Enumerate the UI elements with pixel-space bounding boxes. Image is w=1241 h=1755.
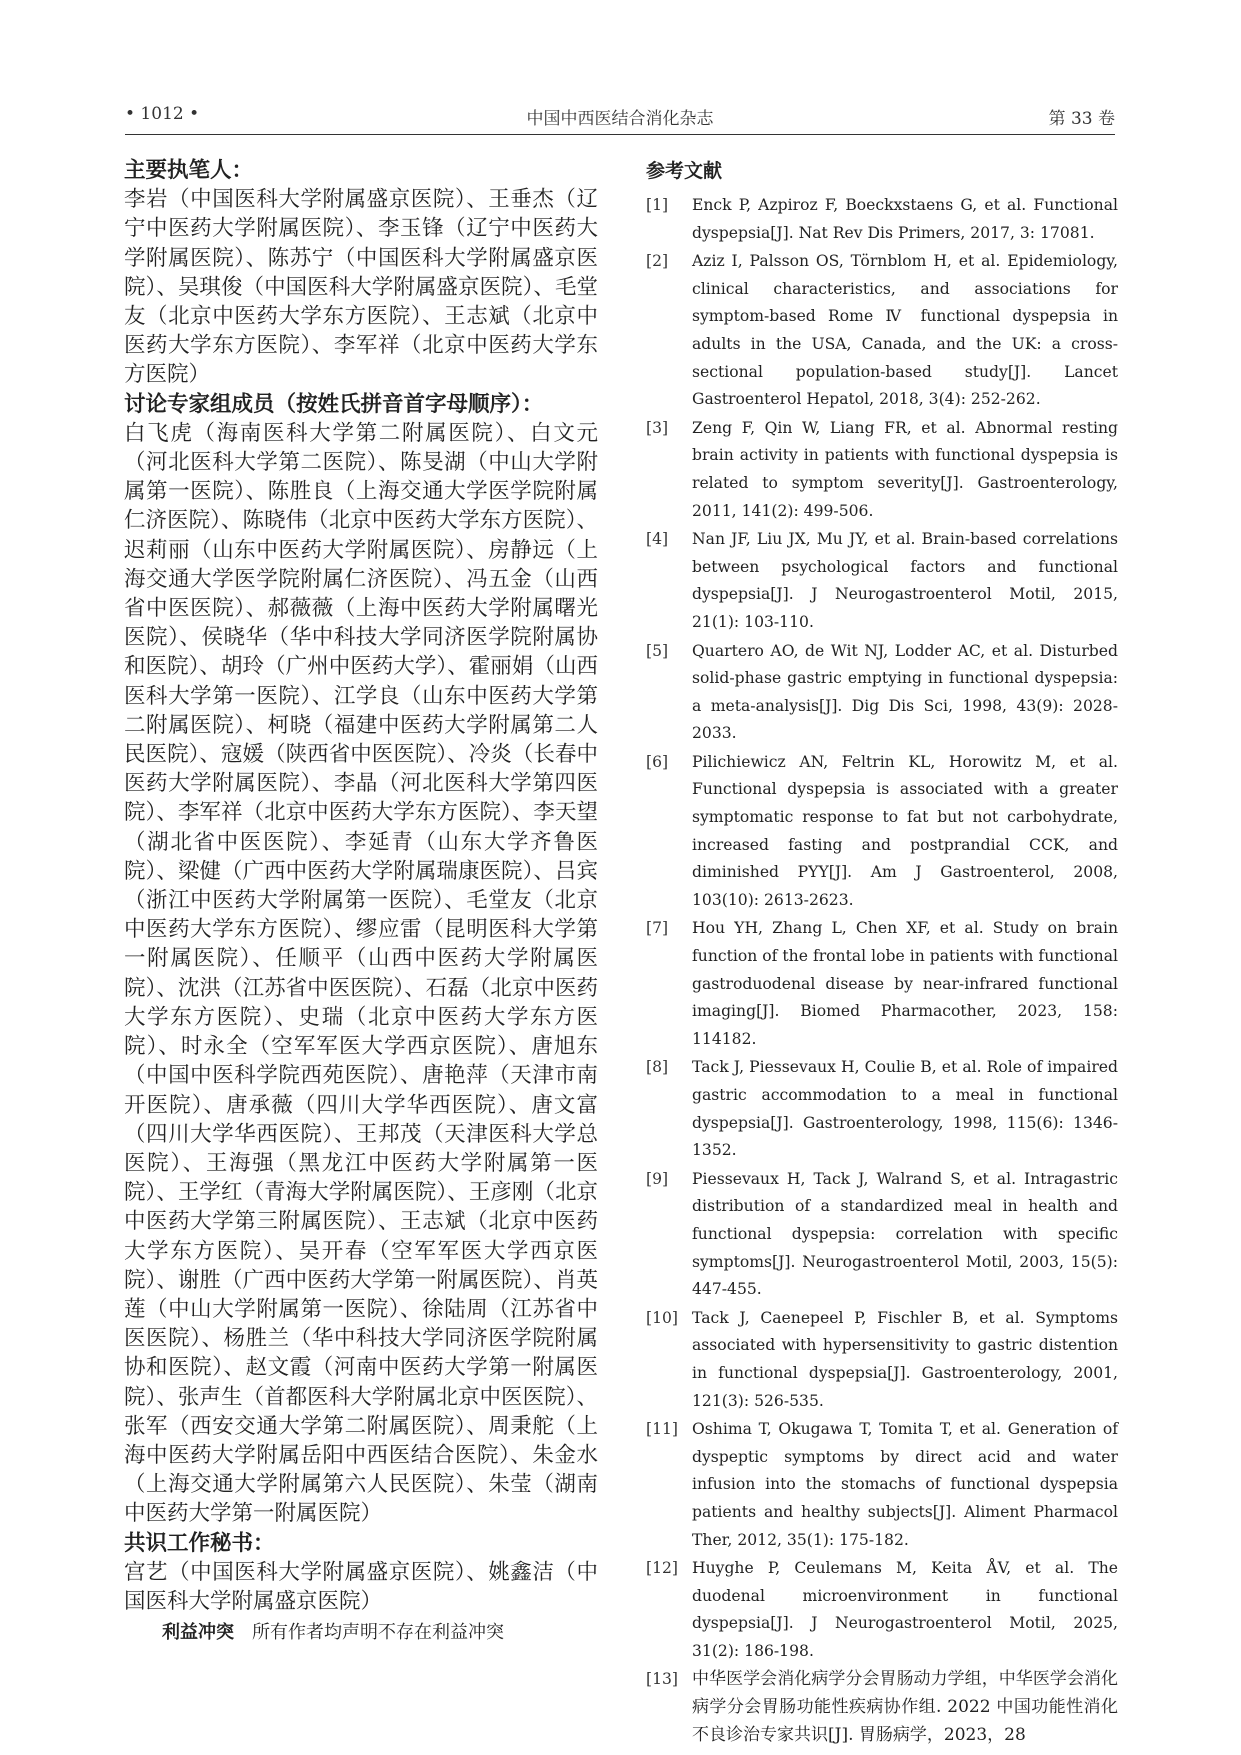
- reference-item: [646, 1305, 1118, 1415]
- authors-text: 李岩（中国医科大学附属盛京医院）、王垂杰（辽宁中医药大学附属医院）、李玉锋（辽宁中医药大学附属医院）、陈苏宁（中国医科大学附属盛京医院）、吴琪俊（中国医科大学附属盛京医院）、毛堂友（北京中医药大学东方医院）、王志斌（北京中医药大学东方医院）、李军祥（北京中医药大学东方医院）: [124, 187, 598, 388]
- reference-number: [8]: [646, 1058, 669, 1077]
- reference-number: [9]: [646, 1169, 669, 1188]
- reference-item: [646, 749, 1118, 915]
- reference-item: [646, 638, 1118, 748]
- conflict-of-interest: [124, 1618, 598, 1648]
- reference-item: [646, 1416, 1118, 1554]
- secretary-text: 宫艺（中国医科大学附属盛京医院）、姚鑫洁（中国医科大学附属盛京医院）: [124, 1559, 598, 1614]
- reference-number: [11]: [646, 1420, 679, 1439]
- reference-item: [646, 915, 1118, 1053]
- coi-label: 利益冲突: [162, 1622, 234, 1644]
- page-number: • 1012 •: [125, 104, 200, 124]
- reference-item: [646, 248, 1118, 414]
- reference-text: Aziz I, Palsson OS, Törnblom H, et al. Epidemiology, clinical characteristics, and associations for symptom-based Rome Ⅳ functional dyspepsia in adults in the USA, Canada, and the UK: a cross-sectional population-based study[J]. Lancet Gastroenterol Hepatol, 2018, 3(4): 252-262.: [692, 252, 1118, 409]
- reference-item: [646, 526, 1118, 636]
- left-column: [124, 156, 598, 1648]
- coi-text: 所有作者均声明不存在利益冲突: [252, 1622, 504, 1644]
- reference-text: Hou YH, Zhang L, Chen XF, et al. Study on brain function of the frontal lobe in patients with functional gastroduodenal disease by near-infrared functional imaging[J]. Biomed Pharmacother, 2023, 158: 114182.: [692, 919, 1118, 1048]
- reference-item: [646, 192, 1118, 247]
- references-heading: 参考文献: [646, 160, 723, 182]
- reference-text: Nan JF, Liu JX, Mu JY, et al. Brain-based correlations between psychological factors and functional dyspepsia[J]. J Neurogastroenterol Motil, 2015, 21(1): 103-110.: [692, 530, 1118, 631]
- reference-text: Pilichiewicz AN, Feltrin KL, Horowitz M, et al. Functional dyspepsia is associated with a greater symptomatic response to fat but not carbohydrate, increased fasting and postprandial CCK, and diminished PYY[J]. Am J Gastroenterol, 2008, 103(10): 2613-2623.: [692, 752, 1118, 909]
- reference-number: [7]: [646, 919, 669, 938]
- reference-text: Quartero AO, de Wit NJ, Lodder AC, et al. Disturbed solid-phase gastric emptying in functional dyspepsia: a meta-analysis[J]. Dig Dis Sci, 1998, 43(9): 2028-2033.: [692, 641, 1118, 743]
- reference-item: [646, 1166, 1118, 1304]
- references-column: [646, 156, 1118, 1750]
- reference-text: Zeng F, Qin W, Liang FR, et al. Abnormal resting brain activity in patients with functional dyspepsia is related to symptom severity[J]. Gastroenterology, 2011, 141(2): 499-506.: [692, 418, 1118, 520]
- reference-text: Tack J, Caenepeel P, Fischler B, et al. Symptoms associated with hypersensitivity to gastric distention in functional dyspepsia[J]. Gastroenterology, 2001, 121(3): 526-535.: [692, 1308, 1118, 1410]
- reference-number: [13]: [646, 1670, 679, 1689]
- reference-number: [4]: [646, 530, 669, 549]
- reference-text: Huyghe P, Ceulemans M, Keita ÅV, et al. The duodenal microenvironment in functional dyspepsia[J]. J Neurogastroenterol Motil, 2025, 31(2): 186-198.: [692, 1559, 1118, 1660]
- reference-item: [646, 415, 1118, 525]
- reference-text: Enck P, Azpiroz F, Boeckxstaens G, et al. Functional dyspepsia[J]. Nat Rev Dis Primers, 2017, 3: 17081.: [692, 196, 1118, 242]
- reference-number: [6]: [646, 752, 669, 771]
- reference-text: Oshima T, Okugawa T, Tomita T, et al. Generation of dyspeptic symptoms by direct acid and water infusion into the stomachs of functional dyspepsia patients and healthy subjects[J]. Aliment Pharmacol Ther, 2012, 35(1): 175-182.: [692, 1420, 1118, 1549]
- reference-item: [646, 1666, 1118, 1749]
- authors-heading: 主要执笔人：: [124, 158, 254, 183]
- reference-number: [5]: [646, 641, 669, 660]
- reference-text: Tack J, Piessevaux H, Coulie B, et al. Role of impaired gastric accommodation to a meal in functional dyspepsia[J]. Gastroenterology, 1998, 115(6): 1346-1352.: [692, 1058, 1118, 1160]
- experts-text: 白飞虎（海南医科大学第二附属医院）、白文元（河北医科大学第二医院）、陈旻湖（中山大学附属第一医院）、陈胜良（上海交通大学医学院附属仁济医院）、陈晓伟（北京中医药大学东方医院）、迟莉丽（山东中医药大学附属医院）、房静远（上海交通大学医学院附属仁济医院）、冯五金（山西省中医医院）、郝薇薇（上海中医药大学附属曙光医院）、侯晓华（华中科技大学同济医学院附属协和医院）、胡玲（广州中医药大学）、霍丽娟（山西医科大学第一医院）、江学良（山东中医药大学第二附属医院）、柯晓（福建中医药大学附属第二人民医院）、寇媛（陕西省中医医院）、冷炎（长春中医药大学附属医院）、李晶（河北医科大学第四医院）、李军祥（北京中医药大学东方医院）、李天望（湖北省中医医院）、李延青（山东大学齐鲁医院）、梁健（广西中医药大学附属瑞康医院）、吕宾（浙江中医药大学附属第一医院）、毛堂友（北京中医药大学东方医院）、缪应雷（昆明医科大学第一附属医院）、任顺平（山西中医药大学附属医院）、沈洪（江苏省中医医院）、石磊（北京中医药大学东方医院）、史瑞（北京中医药大学东方医院）、时永全（空军军医大学西京医院）、唐旭东（中国中医科学院西苑医院）、唐艳萍（天津市南开医院）、唐承薇（四川大学华西医院）、唐文富（四川大学华西医院）、王邦茂（天津医科大学总医院）、王海强（黑龙江中医药大学附属第一医院）、王学红（青海大学附属医院）、王彦刚（北京中医药大学第三附属医院）、王志斌（北京中医药大学东方医院）、吴开春（空军军医大学西京医院）、谢胜（广西中医药大学第一附属医院）、肖英莲（中山大学附属第一医院）、徐陆周（江苏省中医医院）、杨胜兰（华中科技大学同济医学院附属协和医院）、赵文霞（河南中医药大学第一附属医院）、张声生（首都医科大学附属北京中医医院）、张军（西安交通大学第二附属医院）、周秉舵（上海中医药大学附属岳阳中西医结合医院）、朱金水（上海交通大学附属第六人民医院）、朱莹（湖南中医药大学第一附属医院）: [124, 420, 598, 1527]
- reference-number: [1]: [646, 196, 669, 214]
- reference-text: 中华医学会消化病学分会胃肠动力学组，中华医学会消化病学分会胃肠功能性疾病协作组. 2022 中国功能性消化不良诊治专家共识[J]. 胃肠病学，2023，28: [692, 1669, 1118, 1745]
- running-header: [125, 96, 1115, 135]
- reference-number: [10]: [646, 1308, 679, 1327]
- journal-title: 中国中西医结合消化杂志: [526, 109, 714, 129]
- reference-item: [646, 1555, 1118, 1665]
- secretary-heading: 共识工作秘书：: [124, 1530, 275, 1556]
- reference-item: [646, 1054, 1118, 1164]
- volume-label: 第 33 卷: [1048, 109, 1115, 129]
- reference-number: [2]: [646, 252, 669, 271]
- reference-text: Piessevaux H, Tack J, Walrand S, et al. Intragastric distribution of a standardized meal in health and functional dyspepsia: correlation with specific symptoms[J]. Neurogastroenterol Motil, 2003, 15(5): 447-455.: [692, 1169, 1118, 1299]
- reference-number: [12]: [646, 1559, 679, 1578]
- reference-number: [3]: [646, 418, 669, 437]
- experts-heading: 讨论专家组成员（按姓氏拼音首字母顺序）：: [124, 391, 544, 417]
